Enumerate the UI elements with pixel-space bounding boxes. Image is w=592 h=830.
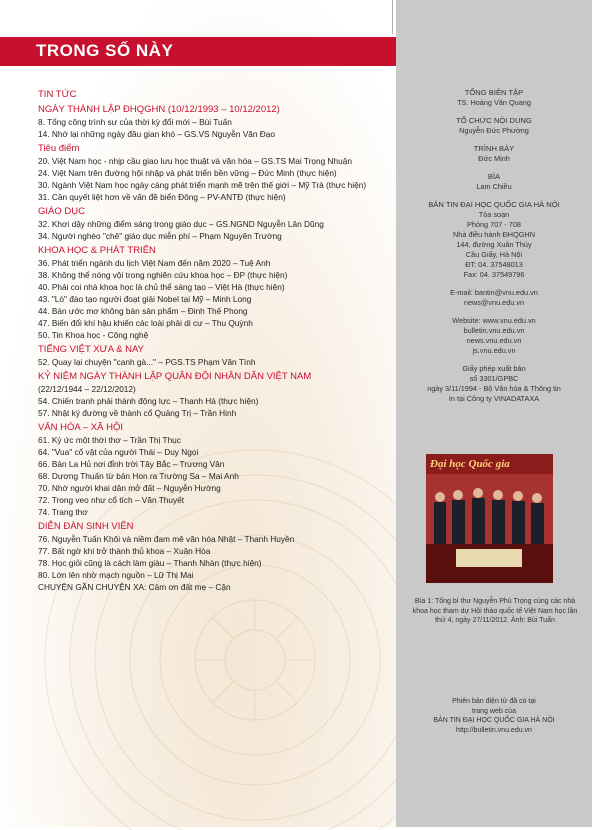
publication-name: BẢN TIN ĐẠI HỌC QUỐC GIA HÀ NỘI [428,200,560,209]
office-street: 144, đường Xuân Thủy [456,240,532,249]
email-link[interactable]: news@vnu.edu.vn [463,298,525,307]
website-link[interactable]: news.vnu.edu.vn [466,336,522,345]
website-link[interactable]: js.vnu.edu.vn [472,346,516,355]
toc-entry[interactable]: 57. Nhật ký đường về thành cổ Quảng Trị – Trần Hinh [38,408,237,418]
toc-date-note: (22/12/1944 – 22/12/2012) [38,384,136,394]
toc-entry[interactable]: 76. Nguyễn Tuấn Khôi và niềm đam mê văn hóa Nhật – Thanh Huyền [38,534,295,544]
layout-label: TRÌNH BÀY [473,144,515,153]
toc-section-heading: DIỄN ĐÀN SINH VIÊN [38,521,134,532]
toc-entry[interactable]: 74. Trang thơ [38,507,88,517]
online-line: trang web của [472,707,516,715]
toc-entry[interactable]: 78. Học giỏi cũng là cách làm giàu – Thanh Nhàn (thực hiện) [38,558,262,568]
toc-entry[interactable]: 68. Dương Thuấn từ bản Hon ra Trường Sa – Mai Anh [38,471,239,481]
toc-entry[interactable]: 52. Quay lại chuyện "canh gà..." – PGS.TS Phạm Văn Tình [38,357,256,367]
spacer [404,280,584,288]
toc-entry[interactable]: 24. Việt Nam trên đường hội nhập và phát triển bền vững – Đức Minh (thực hiện) [38,168,337,178]
toc-entry[interactable]: 30. Ngành Việt Nam học ngày càng phát triển mạnh mẽ trên thế giới – Mỹ Trà (thực hiện) [38,180,367,190]
toc-entry[interactable]: 47. Biến đổi khí hậu khiến các loài phải di cư – Thu Quỳnh [38,318,253,328]
toc-section-heading: VĂN HÓA – XÃ HỘI [38,422,123,433]
license-line: ngày 3/11/1994 - Bộ Văn hóa & Thông tin [427,384,561,393]
toc-entry[interactable]: 54. Chiến tranh phải thành động lực – Thanh Hà (thực hiện) [38,396,259,406]
toc-entry[interactable]: 64. "Vua" cổ vật của người Thái – Duy Ngọi [38,447,199,457]
toc-section-heading: KỶ NIỆM NGÀY THÀNH LẬP QUÂN ĐỘI NHÂN DÂN VIỆT NAM [38,371,312,382]
content-name: Nguyễn Đức Phường [459,126,529,135]
layout-name: Đức Minh [478,154,510,163]
toc-entry[interactable]: 61. Ký ức một thời thơ – Trần Thị Thục [38,435,181,445]
toc-entry[interactable]: 14. Nhớ lại những ngày đầu gian khó – GS.VS Nguyễn Văn Đạo [38,129,276,139]
toc-section-heading: GIÁO DỤC [38,206,85,217]
website-link[interactable]: Website: www.vnu.edu.vn [452,316,536,325]
online-publication: BẢN TIN ĐẠI HỌC QUỐC GIA HÀ NỘI [433,717,555,724]
online-line: Phiên bản điện tử đã có tại [452,698,536,705]
toc-entry[interactable]: 50. Tin Khoa học - Công nghệ [38,330,149,340]
toc-entry[interactable]: 34. Người nghèo "chê" giáo dục miễn phí – Phạm Nguyên Trường [38,231,282,241]
cover-name: Lam Chiều [476,182,512,191]
office-phone: ĐT: 04. 37548013 [465,260,523,269]
toc-entry[interactable]: 20. Việt Nam học - nhịp cầu giao lưu học thuật và văn hóa – GS.TS Mai Trọng Nhuận [38,156,352,166]
toc-entry[interactable]: 77. Bất ngờ khi trở thành thủ khoa – Xuân Hòa [38,546,211,556]
toc-entry[interactable]: 43. "Lò" đào tạo người đoạt giải Nobel tại Mỹ – Minh Long [38,294,252,304]
cover-title: Đại học Quốc gia [430,458,510,470]
toc-section-heading: NGÀY THÀNH LẬP ĐHQGHN (10/12/1993 – 10/12/2012) [38,104,280,115]
office-label: Tòa soạn [478,210,510,219]
license-line: số 3301/GPBC [469,374,519,383]
spacer [404,356,584,364]
office-building: Nhà điều hành ĐHQGHN [453,230,535,239]
cover-caption: Bìa 1: Tổng bí thư Nguyễn Phú Trọng cùng các nhà khoa học tham dự Hội thảo quốc tế Việt Nam học lần thứ 4, ngày 27/11/2012. Ảnh: Bùi Tuấn [412,598,578,624]
toc-entry[interactable]: 66. Bản La Hủ nơi đỉnh trời Tây Bắc – Trương Vân [38,459,225,469]
toc-entry[interactable]: 38. Không thể nóng vội trong nghiên cứu khoa học – ĐP (thực hiện) [38,270,288,280]
cover-thumbnail [426,454,553,583]
toc-section-heading: Tiêu điểm [38,143,80,154]
header-divider [0,65,396,66]
toc-entry[interactable]: 31. Cần quyết liệt hơn về vấn đề biển Đông – PV-ANTĐ (thực hiện) [38,192,286,202]
toc-entry[interactable]: 32. Khơi dậy những điểm sáng trong giáo dục – GS.NGND Nguyễn Lân Dũng [38,219,324,229]
online-notice [404,697,584,735]
cover-label: BÌA [487,172,501,181]
editor-label: TỔNG BIÊN TẬP [464,88,524,97]
license-line: In tại Công ty VINADATAXA [448,394,540,403]
toc-entry[interactable]: 70. Nhớ người khai dân mở đất – Nguyễn Hường [38,483,221,493]
page-title: TRONG SỐ NÀY [36,41,174,60]
website-link[interactable]: bulletin.vnu.edu.vn [463,326,525,335]
email-link[interactable]: E-mail: bantin@vnu.edu.vn [450,288,538,297]
office-district: Cầu Giấy, Hà Nội [465,250,523,259]
toc-section-heading: KHOA HỌC & PHÁT TRIỂN [38,245,156,256]
toc-entry[interactable]: 80. Lớn lên nhờ mạch nguồn – Lữ Thị Mai [38,570,194,580]
table-of-contents [38,86,390,593]
content-label: TỔ CHỨC NỘI DUNG [456,116,532,125]
toc-entry[interactable]: 8. Tổng công trình sư của thời kỳ đổi mới – Bùi Tuấn [38,117,232,127]
spacer [404,308,584,316]
toc-entry[interactable]: 72. Trong veo như cổ tích – Văn Thuyết [38,495,185,505]
office-room: Phòng 707 - 708 [467,220,521,229]
office-fax: Fax: 04. 37549796 [463,270,525,279]
online-url[interactable]: http://bulletin.vnu.edu.vn [456,726,532,734]
editor-name: TS. Hoàng Văn Quang [457,98,531,107]
toc-entry[interactable]: CHUYỆN GẦN CHUYỆN XA: Cảm ơn đất mẹ – Cận [38,582,231,592]
toc-section-heading: TIN TỨC [38,89,77,100]
toc-entry[interactable]: 36. Phát triển ngành du lịch Việt Nam đến năm 2020 – Tuệ Anh [38,258,271,268]
top-rule [392,0,393,34]
toc-entry[interactable]: 40. Phải coi nhà khoa học là chủ thể sáng tạo – Việt Hà (thực hiện) [38,282,285,292]
masthead [404,80,584,404]
cover-photo [426,454,553,583]
toc-section-heading: TIẾNG VIỆT XƯA & NAY [38,344,144,355]
toc-entry[interactable]: 44. Bán ước mơ không bán sản phẩm – Đinh Thế Phong [38,306,248,316]
license-line: Giấy phép xuất bản [462,364,526,373]
